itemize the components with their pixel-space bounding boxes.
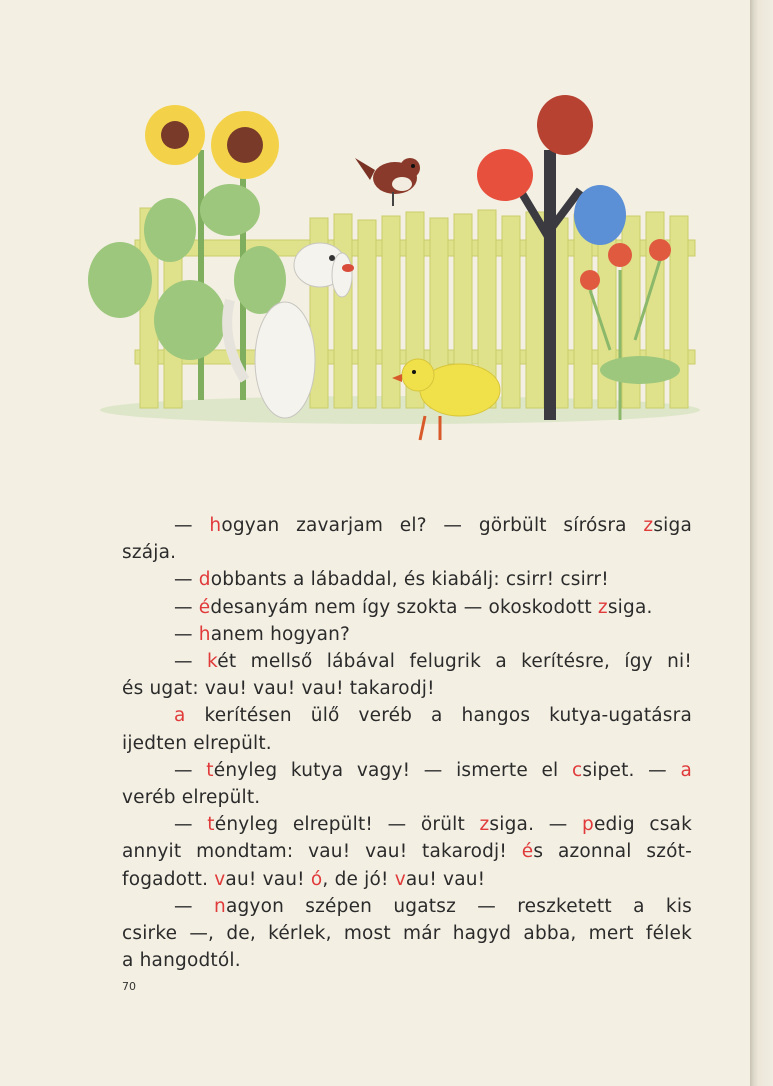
text-span: sipet. — [582,759,681,781]
text-span: ogyan zavarjam el? — görbült sírósra [221,515,644,536]
text-line [122,512,692,539]
text-span: , de jó! [322,868,395,890]
story-illustration [80,90,720,460]
initial-letter: v [214,868,226,890]
text-span: ényleg elrepült! — örült [214,814,480,836]
text-line [122,675,692,702]
text-line [122,730,692,757]
text-line [122,947,692,974]
initial-letter: t [206,759,214,781]
initial-letter: z [643,515,654,536]
initial-letter: t [207,814,215,836]
initial-letter: a [680,759,692,781]
text-line [122,893,692,920]
text-line [122,594,692,621]
initial-letter: n [214,895,226,917]
initial-letter: z [597,596,608,618]
initial-letter: é [198,596,211,618]
text-line [122,838,692,865]
initial-letter: ó [310,868,323,890]
text-span: kerítésen ülő veréb a hangos kutya-ugatásra [185,705,692,727]
text-span: siga [653,515,692,536]
text-span: veréb elrepült. [122,787,261,809]
text-line [122,811,692,838]
text-span: edig csak [593,814,692,836]
text-span: ét mellső lábával felugrik a kerítésre, így ni! [217,651,693,673]
text-span: — [174,814,208,836]
initial-letter: h [209,515,222,536]
initial-letter: h [198,623,211,645]
text-span: a hangodtól. [122,950,241,972]
text-span: — [174,596,199,618]
text-span: szája. [122,542,177,564]
initial-letter: é [521,841,534,863]
text-line [122,757,692,784]
text-line [122,784,692,811]
text-span: siga. [607,596,653,618]
text-span: ényleg kutya vagy! — ismerte el [213,759,572,781]
text-span: au! vau! [225,868,311,890]
text-span: — [174,515,210,536]
text-line [122,566,692,593]
initial-letter: c [571,759,583,781]
text-span: — [174,895,214,917]
initial-letter: p [582,814,594,836]
text-span: — [174,651,208,673]
story-text [122,512,692,974]
text-line [122,539,692,566]
initial-letter: z [479,814,490,836]
text-line [122,621,692,648]
text-span: s azonnal szót- [533,841,693,863]
text-span: ijedten elrepült. [122,732,272,754]
text-span: annyit mondtam: vau! vau! takarodj! [122,841,522,863]
text-line [122,702,692,729]
text-span: csirke —, de, kérlek, most már hagyd abba, mert félek [122,923,692,945]
sparrow-icon [355,158,420,206]
text-span: — [174,569,199,591]
page-edge [750,0,773,1086]
text-span: au! vau! [405,868,486,890]
initial-letter: k [207,651,218,673]
text-span: obbants a lábaddal, és kiabálj: csirr! csirr! [210,569,609,591]
text-span: agyon szépen ugatsz — reszketett a kis [225,895,692,917]
text-span: anem hogyan? [210,623,351,645]
text-span: siga. — [489,814,582,836]
page-number: 70 [122,980,136,993]
initial-letter: d [198,569,211,591]
text-line [122,866,692,893]
text-line [122,920,692,947]
text-span: — [174,759,207,781]
text-line [122,648,692,675]
text-span: fogadott. [122,868,215,890]
text-span: desanyám nem így szokta — okoskodott [210,596,598,618]
initial-letter: a [174,705,186,727]
text-span: és ugat: vau! vau! vau! takarodj! [122,678,435,700]
text-span: — [174,623,199,645]
initial-letter: v [394,868,406,890]
